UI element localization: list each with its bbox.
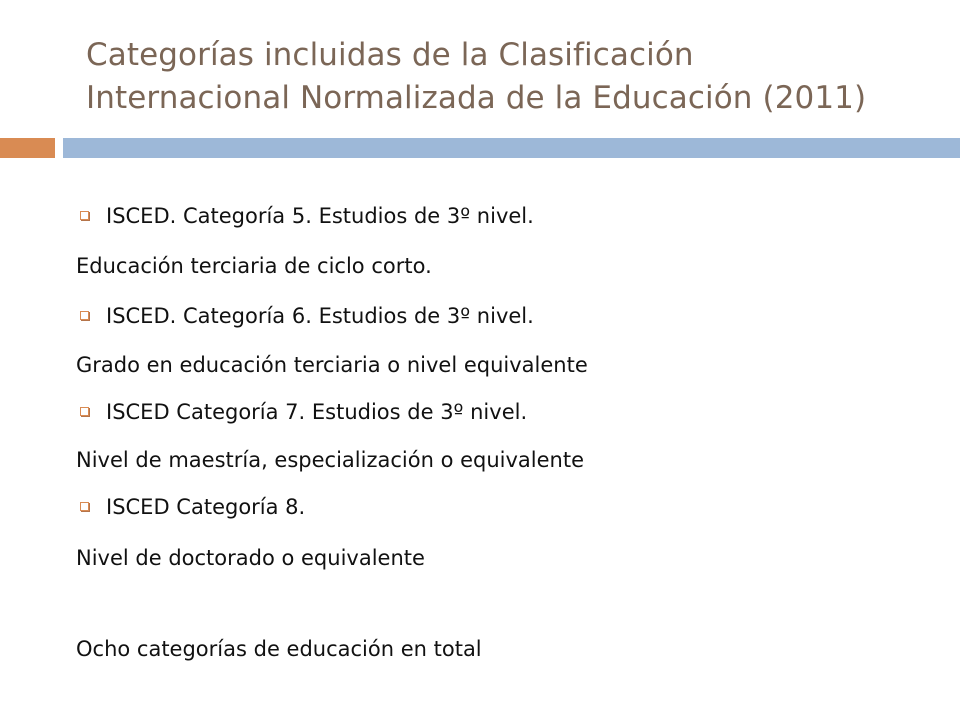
- bullet-item-category-5: [80, 203, 534, 229]
- bullet-item-text: ISCED Categoría 7. Estudios de 3º nivel.: [106, 400, 528, 424]
- bullet-item-category-7: [80, 399, 527, 425]
- hollow-square-bullet-icon: [80, 407, 89, 416]
- bullet-item-text: ISCED. Categoría 5. Estudios de 3º nivel.: [106, 204, 534, 228]
- body-text-category-5-description: Educación terciaria de ciclo corto.: [76, 254, 432, 278]
- bullet-item-text: ISCED. Categoría 6. Estudios de 3º nivel.: [106, 304, 534, 328]
- slide-title-line-1: Categorías incluidas de la Clasificación: [86, 37, 694, 73]
- body-text-category-6-description: Grado en educación terciaria o nivel equivalente: [76, 353, 588, 377]
- body-text-category-8-description: Nivel de doctorado o equivalente: [76, 546, 425, 570]
- hollow-square-bullet-icon: [80, 311, 89, 320]
- bullet-item-category-8: [80, 494, 305, 520]
- hollow-square-bullet-icon: [80, 502, 89, 511]
- slide-title-line-2: Internacional Normalizada de la Educación (2011): [86, 80, 867, 116]
- body-text-category-7-description: Nivel de maestría, especialización o equivalente: [76, 448, 584, 472]
- hollow-square-bullet-icon: [80, 211, 89, 220]
- summary-text: Ocho categorías de educación en total: [76, 637, 482, 661]
- bullet-item-category-6: [80, 303, 534, 329]
- bullet-item-text: ISCED Categoría 8.: [106, 495, 306, 519]
